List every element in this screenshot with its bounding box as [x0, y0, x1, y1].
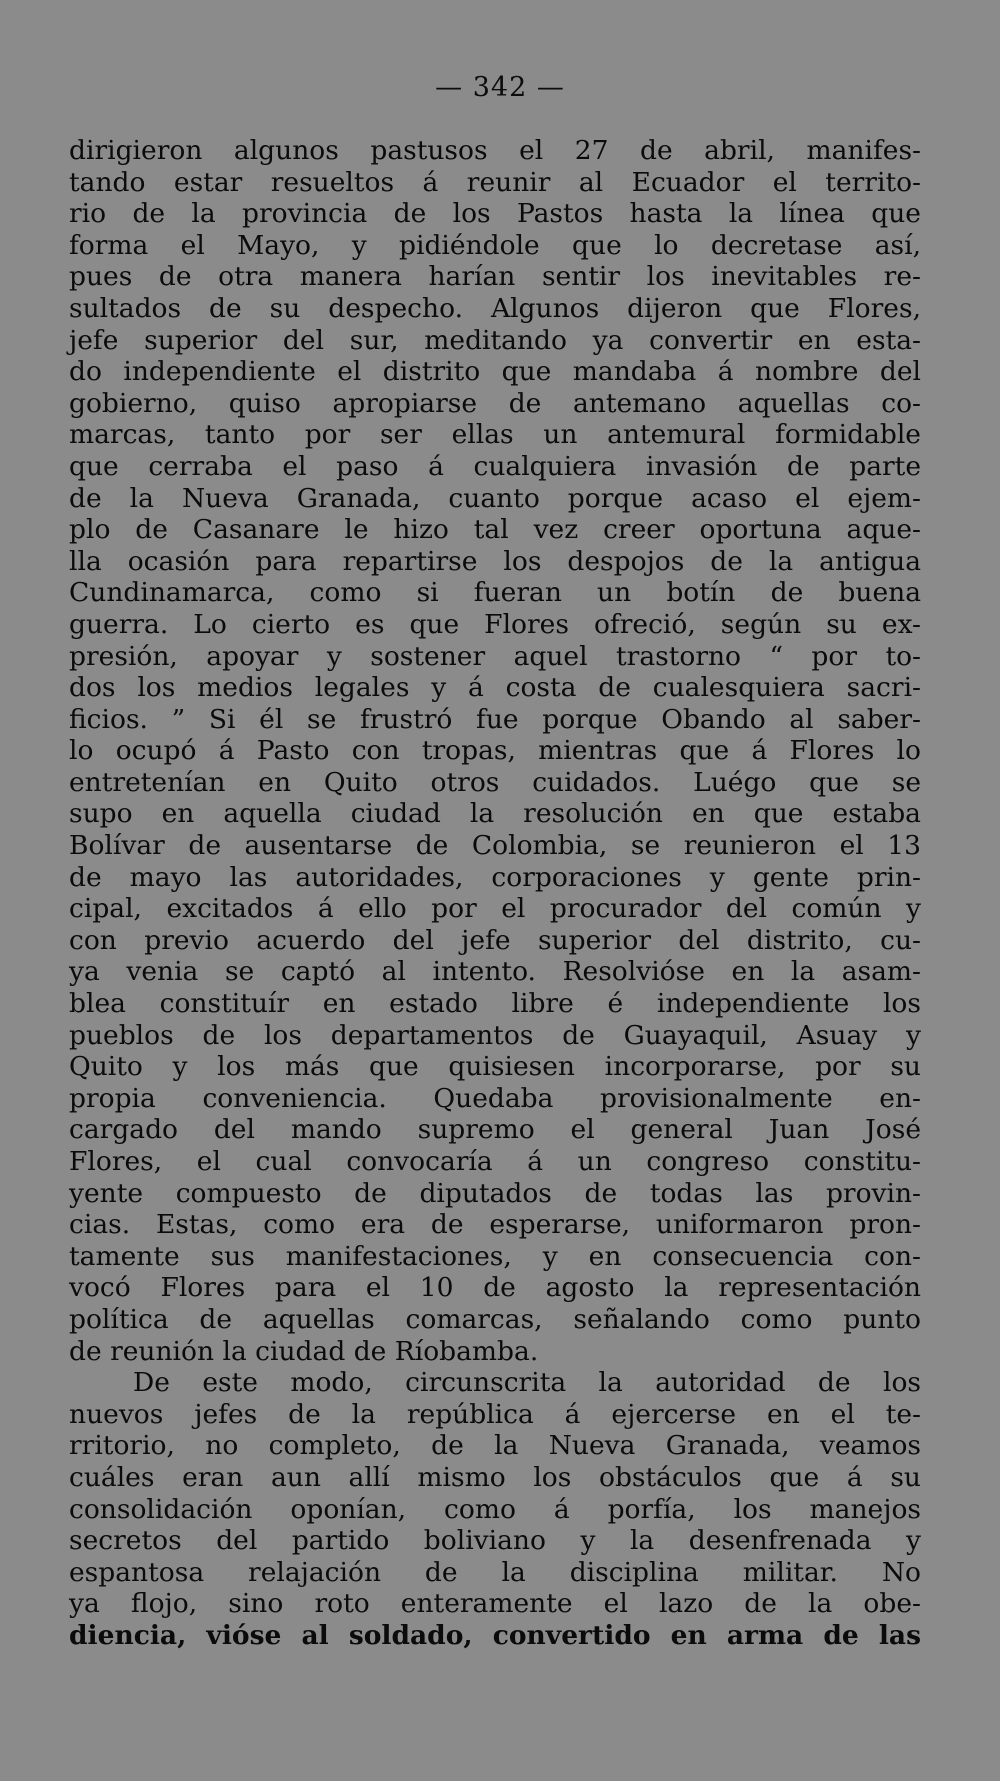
text-line: lla ocasión para repartirse los despojos de la antigua	[69, 545, 921, 577]
text-line: vocó Flores para el 10 de agosto la representación	[69, 1272, 921, 1304]
text-line: rio de la provincia de los Pastos hasta la línea que	[69, 198, 921, 230]
text-line: forma el Mayo, y pidiéndole que lo decretase así,	[69, 229, 921, 261]
text-line: ya flojo, sino roto enteramente el lazo de la obe-	[69, 1588, 921, 1620]
text-line: tamente sus manifestaciones, y en consecuencia con-	[69, 1240, 921, 1272]
text-line: secretos del partido boliviano y la desenfrenada y	[69, 1525, 921, 1557]
text-line: marcas, tanto por ser ellas un antemural formidable	[69, 419, 921, 451]
text-line: gobierno, quiso apropiarse de antemano aquellas co-	[69, 387, 921, 419]
text-line: jefe superior del sur, meditando ya convertir en esta-	[69, 324, 921, 356]
text-line: consolidación oponían, como á porfía, los manejos	[69, 1493, 921, 1525]
text-line: plo de Casanare le hizo tal vez creer oportuna aque-	[69, 514, 921, 546]
text-line: diencia, vióse al soldado, convertido en arma de las	[69, 1619, 921, 1651]
text-line: do independiente el distrito que mandaba á nombre del	[69, 356, 921, 388]
paragraph-end-line: de reunión la ciudad de Ríobamba.	[69, 1335, 539, 1367]
text-line: Flores, el cual convocaría á un congreso constitu-	[69, 1146, 921, 1177]
text-line: presión, apoyar y sostener aquel trastorno “ por to-	[69, 640, 921, 672]
text-line: pues de otra manera harían sentir los inevitables re-	[69, 261, 921, 293]
text-line: cargado del mando supremo el general Juan José	[69, 1114, 921, 1146]
text-line: que cerraba el paso á cualquiera invasión de parte	[69, 450, 921, 482]
text-line: propia conveniencia. Quedaba provisionalmente en-	[69, 1082, 921, 1114]
text-line: nuevos jefes de la república á ejercerse en el te-	[69, 1398, 921, 1430]
text-line: con previo acuerdo del jefe superior del distrito, cu-	[69, 924, 921, 956]
text-line: dirigieron algunos pastusos el 27 de abril, manifes-	[69, 135, 921, 166]
text-line: Cundinamarca, como si fueran un botín de buena	[69, 577, 921, 609]
text-line: pueblos de los departamentos de Guayaquil, Asuay y	[69, 1019, 921, 1051]
paragraph-start-line: De este modo, circunscrita la autoridad de los	[133, 1367, 921, 1399]
text-line: cipal, excitados á ello por el procurador del común y	[69, 893, 921, 925]
text-line: yente compuesto de diputados de todas las provin-	[69, 1177, 921, 1209]
text-line: ya venia se captó al intento. Resolvióse en la asam-	[69, 956, 921, 988]
text-line: de mayo las autoridades, corporaciones y gente prin-	[69, 861, 921, 893]
body-text	[69, 135, 921, 1652]
text-line: ficios. ” Si él se frustró fue porque Obando al saber-	[69, 703, 921, 735]
text-line: sultados de su despecho. Algunos dijeron que Flores,	[69, 292, 921, 324]
text-line: guerra. Lo cierto es que Flores ofreció, según su ex-	[69, 608, 921, 640]
text-line: espantosa relajación de la disciplina militar. No	[69, 1556, 921, 1588]
text-line: Quito y los más que quisiesen incorporarse, por su	[69, 1051, 921, 1083]
page-number: — 342 —	[435, 72, 565, 103]
text-line: tando estar resueltos á reunir al Ecuador el territo-	[69, 166, 921, 198]
text-line: de la Nueva Granada, cuanto porque acaso el ejem-	[69, 482, 921, 514]
text-line: supo en aquella ciudad la resolución en que estaba	[69, 798, 921, 830]
text-line: blea constituír en estado libre é independiente los	[69, 988, 921, 1020]
text-line: cuáles eran aun allí mismo los obstáculos que á su	[69, 1461, 921, 1493]
text-line: rritorio, no completo, de la Nueva Granada, veamos	[69, 1430, 921, 1462]
text-line: lo ocupó á Pasto con tropas, mientras que á Flores lo	[69, 735, 921, 767]
text-line: cias. Estas, como era de esperarse, uniformaron pron-	[69, 1209, 921, 1241]
text-line: Bolívar de ausentarse de Colombia, se reunieron el 13	[69, 830, 921, 862]
text-line: política de aquellas comarcas, señalando como punto	[69, 1303, 921, 1335]
text-line: dos los medios legales y á costa de cualesquiera sacri-	[69, 672, 921, 704]
text-line: entretenían en Quito otros cuidados. Luégo que se	[69, 766, 921, 798]
